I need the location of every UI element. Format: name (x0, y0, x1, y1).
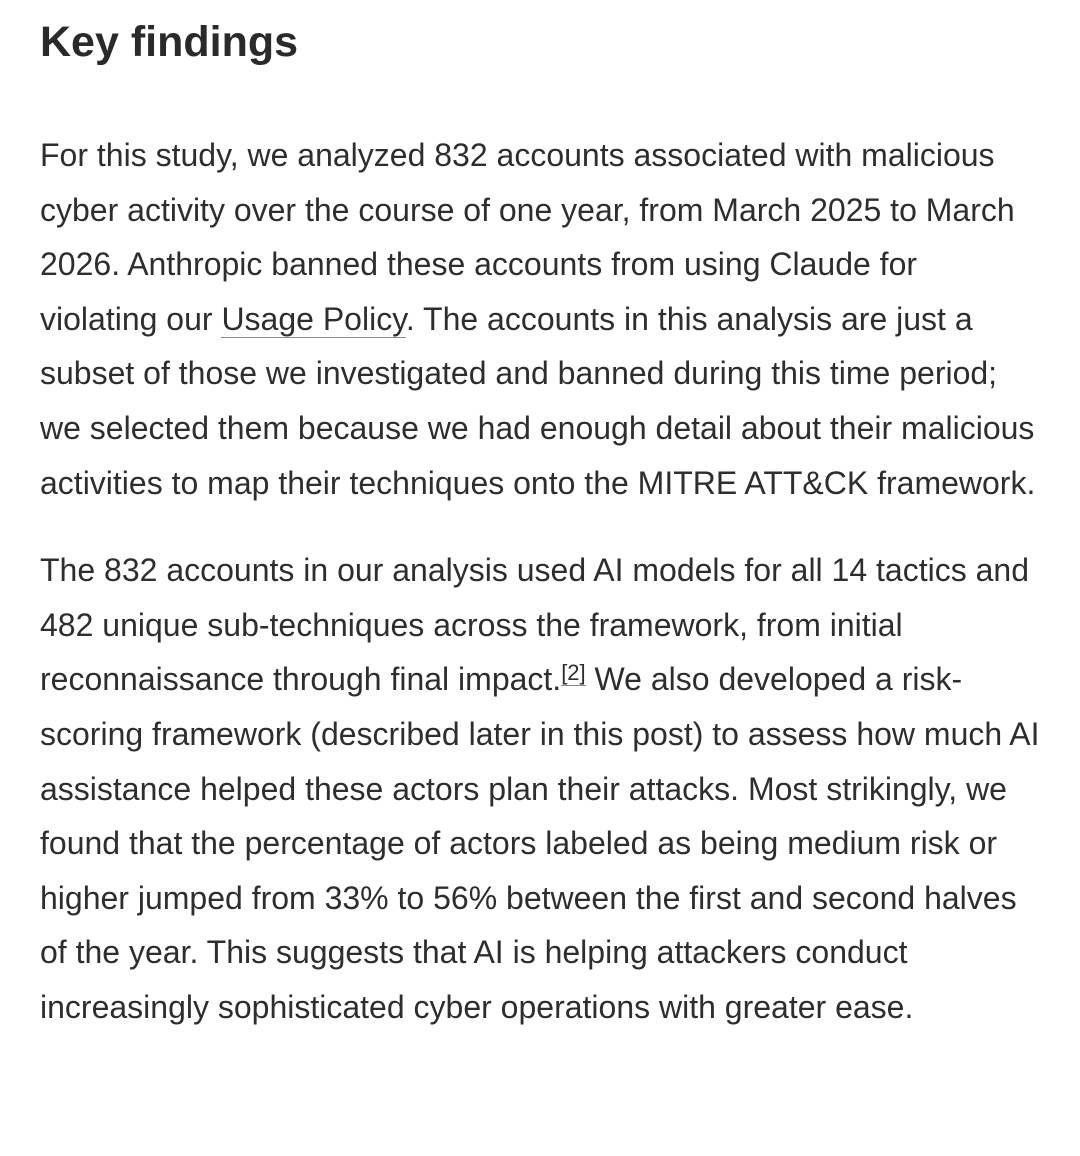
paragraph-study-scope (40, 128, 1040, 510)
paragraph-text: We also developed a risk-scoring framework (described later in this post) to assess how much AI assistance helped these actors plan their attacks. Most strikingly, we found that the percentage of actors labeled as being medium risk or higher jumped from 33% to 56% between the first and second halves of the year. This suggests that AI is helping attackers conduct increasingly sophisticated cyber operations with greater ease. (40, 661, 1040, 1025)
paragraph-text: . The accounts in this analysis are just a subset of those we investigated and banned during this time period; we selected them because we had enough detail about their malicious activities to map their techniques onto the MITRE ATT&CK framework. (40, 300, 1036, 501)
paragraph-text: The 832 accounts in our analysis used AI models for all 14 tactics and 482 unique sub-techniques across the framework, from initial reconnaissance through final impact. (40, 552, 1029, 698)
paragraph-text: For this study, we analyzed 832 accounts associated with malicious cyber activity over the course of one year, from March 2025 to March 2026. Anthropic banned these accounts from using Claude for violating our (40, 137, 1015, 337)
footnote-link[interactable]: [2] (561, 660, 586, 686)
paragraph-findings (40, 543, 1040, 1034)
section-heading: Key findings (40, 18, 299, 66)
usage-policy-link[interactable]: Usage Policy (221, 300, 406, 337)
